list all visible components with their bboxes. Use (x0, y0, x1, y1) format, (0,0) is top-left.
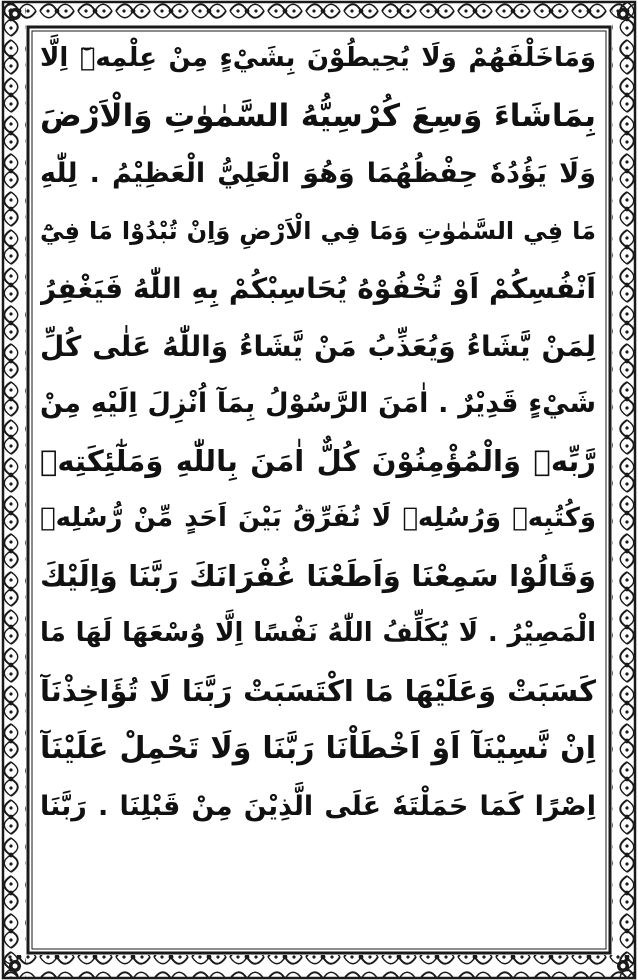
text-line-1: وَمَاخَلْفَهُمْ وَلَا يُحِيطُوْنَ بِشَيْءٍ مِنْ عِلْمِهٖٓ اِلَّا (40, 43, 596, 73)
text-line-9: وَكُتُبِهٖ وَرُسُلِهٖ لَا نُفَرِّقُ بَيْنَ اَحَدٍ مِّنْ رُّسُلِهٖ (40, 503, 596, 533)
text-line-4: مَا فِي السَّمٰوٰتِ وَمَا فِي الْاَرْضِ وَاِنْ تُبْدُوْا مَا فِيْٓ (40, 216, 596, 245)
text-line-8: رَّبِّهٖ وَالْمُؤْمِنُوْنَ كُلٌّ اٰمَنَ بِاللّٰهِ وَمَلٰٓئِكَتِهٖ (40, 443, 596, 478)
text-line-14: اِصْرًا كَمَا حَمَلْتَهٗ عَلَى الَّذِيْنَ مِنْ قَبْلِنَا . رَبَّنَا (40, 790, 596, 822)
text-line-7: شَيْءٍ قَدِيْرٌ . اٰمَنَ الرَّسُوْلُ بِمَآ اُنْزِلَ اِلَيْهِ مِنْ (40, 388, 596, 419)
text-line-3: وَلَا يَؤُدُهٗ حِفْظُهُمَا وَهُوَ الْعَلِيُّ الْعَظِيْمُ . لِلّٰهِ (40, 158, 596, 189)
text-line-10: وَقَالُوْا سَمِعْنَا وَاَطَعْنَا غُفْرَانَكَ رَبَّنَا وَاِلَيْكَ (40, 558, 596, 593)
text-line-11: الْمَصِيْرُ . لَا يُكَلِّفُ اللّٰهُ نَفْسًا اِلَّا وُسْعَهَا لَهَا مَا (40, 618, 596, 648)
text-line-2: بِمَاشَاءَ وَسِعَ كُرْسِيُّهُ السَّمٰوٰتِ وَالْاَرْضَ (40, 97, 596, 134)
text-line-13: اِنْ نَّسِيْنَآ اَوْ اَخْطَاْنَا رَبَّنَا وَلَا تَحْمِلْ عَلَيْنَآ (40, 731, 596, 766)
text-line-5: اَنْفُسِكُمْ اَوْ تُخْفُوْهُ يُحَاسِبْكُمْ بِهِ اللّٰهُ فَيَغْفِرُ (40, 272, 596, 305)
arabic-text-block (40, 30, 596, 950)
text-line-6: لِمَنْ يَّشَاءُ وَيُعَذِّبُ مَنْ يَّشَاءُ وَاللّٰهُ عَلٰى كُلِّ (40, 329, 596, 363)
text-line-12: كَسَبَتْ وَعَلَيْهَا مَا اكْتَسَبَتْ رَبَّنَا لَا تُؤَاخِذْنَآ (40, 673, 596, 708)
